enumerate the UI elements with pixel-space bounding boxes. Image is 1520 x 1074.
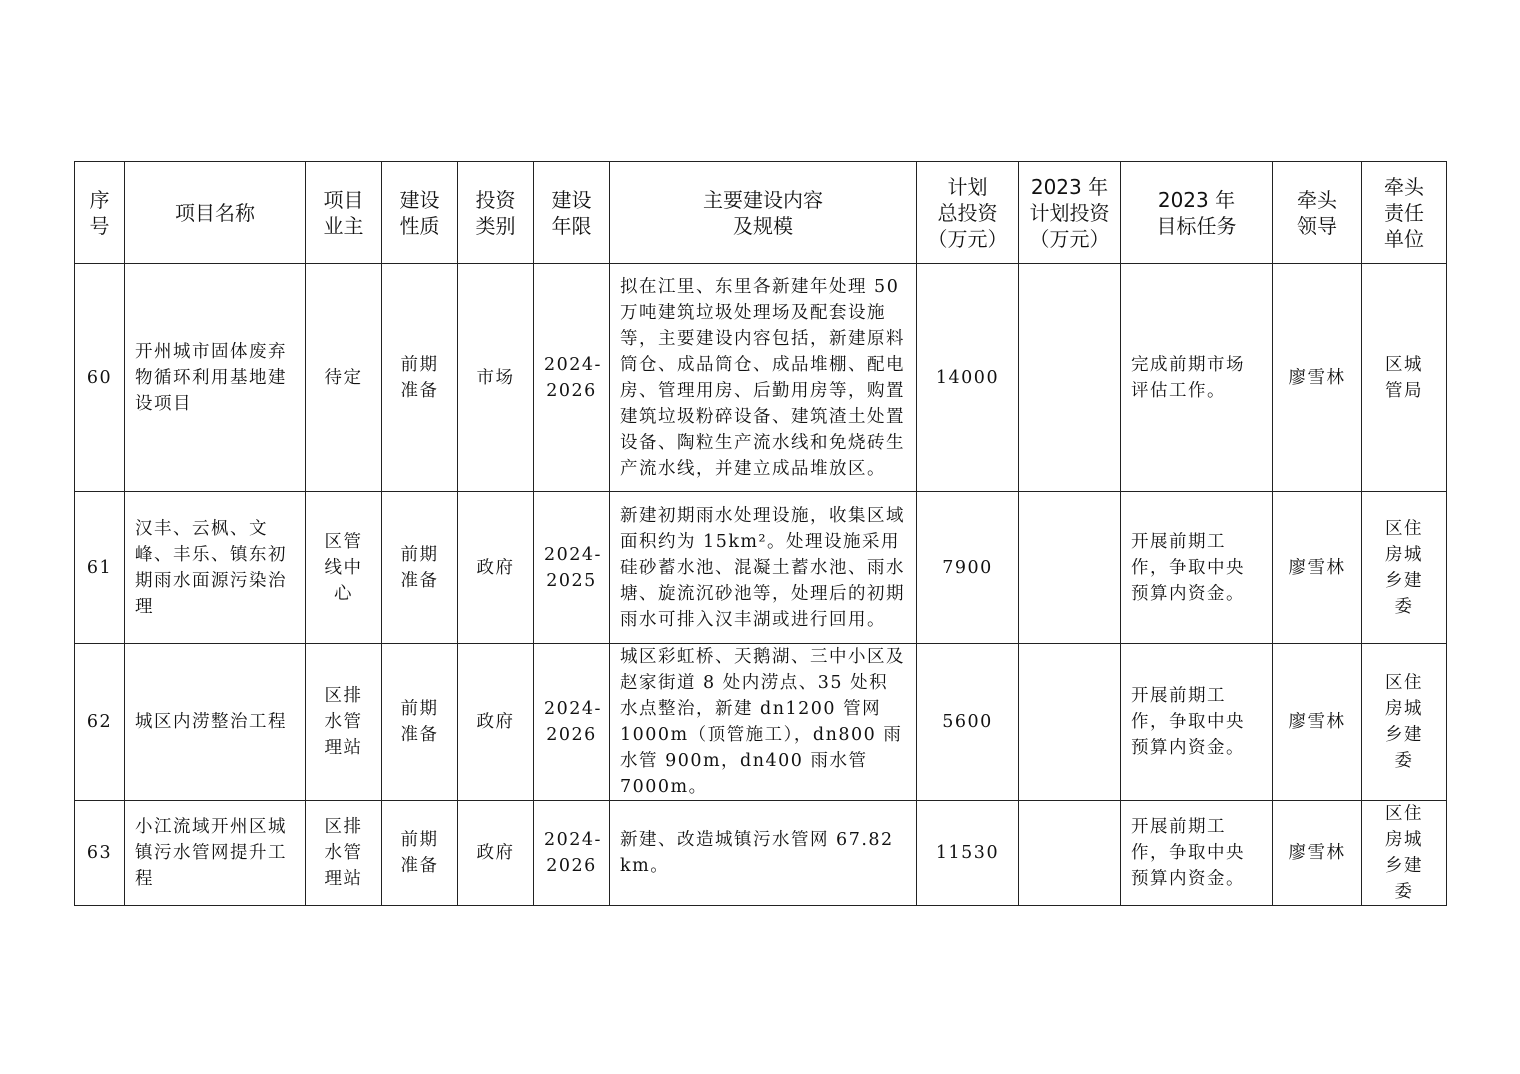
header-plan-2023: 2023 年 计划投资 （万元）	[1019, 162, 1121, 264]
cell-content: 新建、改造城镇污水管网 67.82 km。	[610, 801, 917, 906]
cell-unit: 区城 管局	[1362, 264, 1447, 492]
cell-name: 小江流域开州区城镇污水管网提升工程	[125, 801, 306, 906]
table-row	[75, 644, 1447, 801]
cell-invest-type: 政府	[458, 644, 534, 801]
cell-owner: 待定	[306, 264, 382, 492]
cell-leader: 廖雪林	[1273, 264, 1362, 492]
cell-leader: 廖雪林	[1273, 492, 1362, 644]
cell-name: 开州城市固体废弃物循环利用基地建设项目	[125, 264, 306, 492]
cell-task-2023: 开展前期工作，争取中央预算内资金。	[1121, 801, 1273, 906]
project-table	[74, 161, 1447, 906]
header-seq: 序 号	[75, 162, 125, 264]
header-invest-type: 投资 类别	[458, 162, 534, 264]
cell-content: 拟在江里、东里各新建年处理 50 万吨建筑垃圾处理场及配套设施等，主要建设内容包括，新建原料筒仓、成品筒仓、成品堆棚、配电房、管理用房、后勤用房等，购置建筑垃圾粉碎设备、建筑渣土处置设备、陶粒生产流水线和免烧砖生产流水线，并建立成品堆放区。	[610, 264, 917, 492]
cell-content: 新建初期雨水处理设施，收集区域面积约为 15km²。处理设施采用硅砂蓄水池、混凝土蓄水池、雨水塘、旋流沉砂池等，处理后的初期雨水可排入汉丰湖或进行回用。	[610, 492, 917, 644]
cell-invest-type: 政府	[458, 492, 534, 644]
cell-unit: 区住 房城 乡建 委	[1362, 644, 1447, 801]
cell-plan-2023	[1019, 264, 1121, 492]
cell-name: 汉丰、云枫、文峰、丰乐、镇东初期雨水面源污染治理	[125, 492, 306, 644]
table-row	[75, 492, 1447, 644]
cell-plan-2023	[1019, 801, 1121, 906]
header-task-2023: 2023 年 目标任务	[1121, 162, 1273, 264]
cell-owner: 区管 线中 心	[306, 492, 382, 644]
cell-period: 2024- 2026	[534, 801, 610, 906]
cell-seq: 62	[75, 644, 125, 801]
cell-seq: 61	[75, 492, 125, 644]
cell-period: 2024- 2025	[534, 492, 610, 644]
cell-owner: 区排 水管 理站	[306, 801, 382, 906]
cell-seq: 60	[75, 264, 125, 492]
cell-total: 5600	[917, 644, 1019, 801]
header-name: 项目名称	[125, 162, 306, 264]
cell-plan-2023	[1019, 644, 1121, 801]
cell-seq: 63	[75, 801, 125, 906]
cell-invest-type: 政府	[458, 801, 534, 906]
header-nature: 建设 性质	[382, 162, 458, 264]
cell-unit: 区住 房城 乡建 委	[1362, 801, 1447, 906]
cell-period: 2024- 2026	[534, 264, 610, 492]
cell-total: 11530	[917, 801, 1019, 906]
cell-content: 城区彩虹桥、天鹅湖、三中小区及赵家街道 8 处内涝点、35 处积水点整治，新建 dn1200 管网 1000m（顶管施工），dn800 雨水管 900m，dn400 雨水管 7000m。	[610, 644, 917, 801]
cell-owner: 区排 水管 理站	[306, 644, 382, 801]
cell-nature: 前期 准备	[382, 644, 458, 801]
cell-nature: 前期 准备	[382, 492, 458, 644]
cell-period: 2024- 2026	[534, 644, 610, 801]
header-total: 计划 总投资 （万元）	[917, 162, 1019, 264]
cell-unit: 区住 房城 乡建 委	[1362, 492, 1447, 644]
cell-leader: 廖雪林	[1273, 801, 1362, 906]
header-owner: 项目 业主	[306, 162, 382, 264]
cell-total: 7900	[917, 492, 1019, 644]
header-leader: 牵头 领导	[1273, 162, 1362, 264]
cell-task-2023: 开展前期工作，争取中央预算内资金。	[1121, 644, 1273, 801]
cell-plan-2023	[1019, 492, 1121, 644]
table-row	[75, 264, 1447, 492]
header-content: 主要建设内容 及规模	[610, 162, 917, 264]
cell-nature: 前期 准备	[382, 801, 458, 906]
cell-task-2023: 完成前期市场评估工作。	[1121, 264, 1273, 492]
cell-total: 14000	[917, 264, 1019, 492]
cell-invest-type: 市场	[458, 264, 534, 492]
cell-leader: 廖雪林	[1273, 644, 1362, 801]
cell-nature: 前期 准备	[382, 264, 458, 492]
cell-task-2023: 开展前期工作，争取中央预算内资金。	[1121, 492, 1273, 644]
table-row	[75, 801, 1447, 906]
header-row	[75, 162, 1447, 264]
header-period: 建设 年限	[534, 162, 610, 264]
cell-name: 城区内涝整治工程	[125, 644, 306, 801]
header-unit: 牵头 责任 单位	[1362, 162, 1447, 264]
